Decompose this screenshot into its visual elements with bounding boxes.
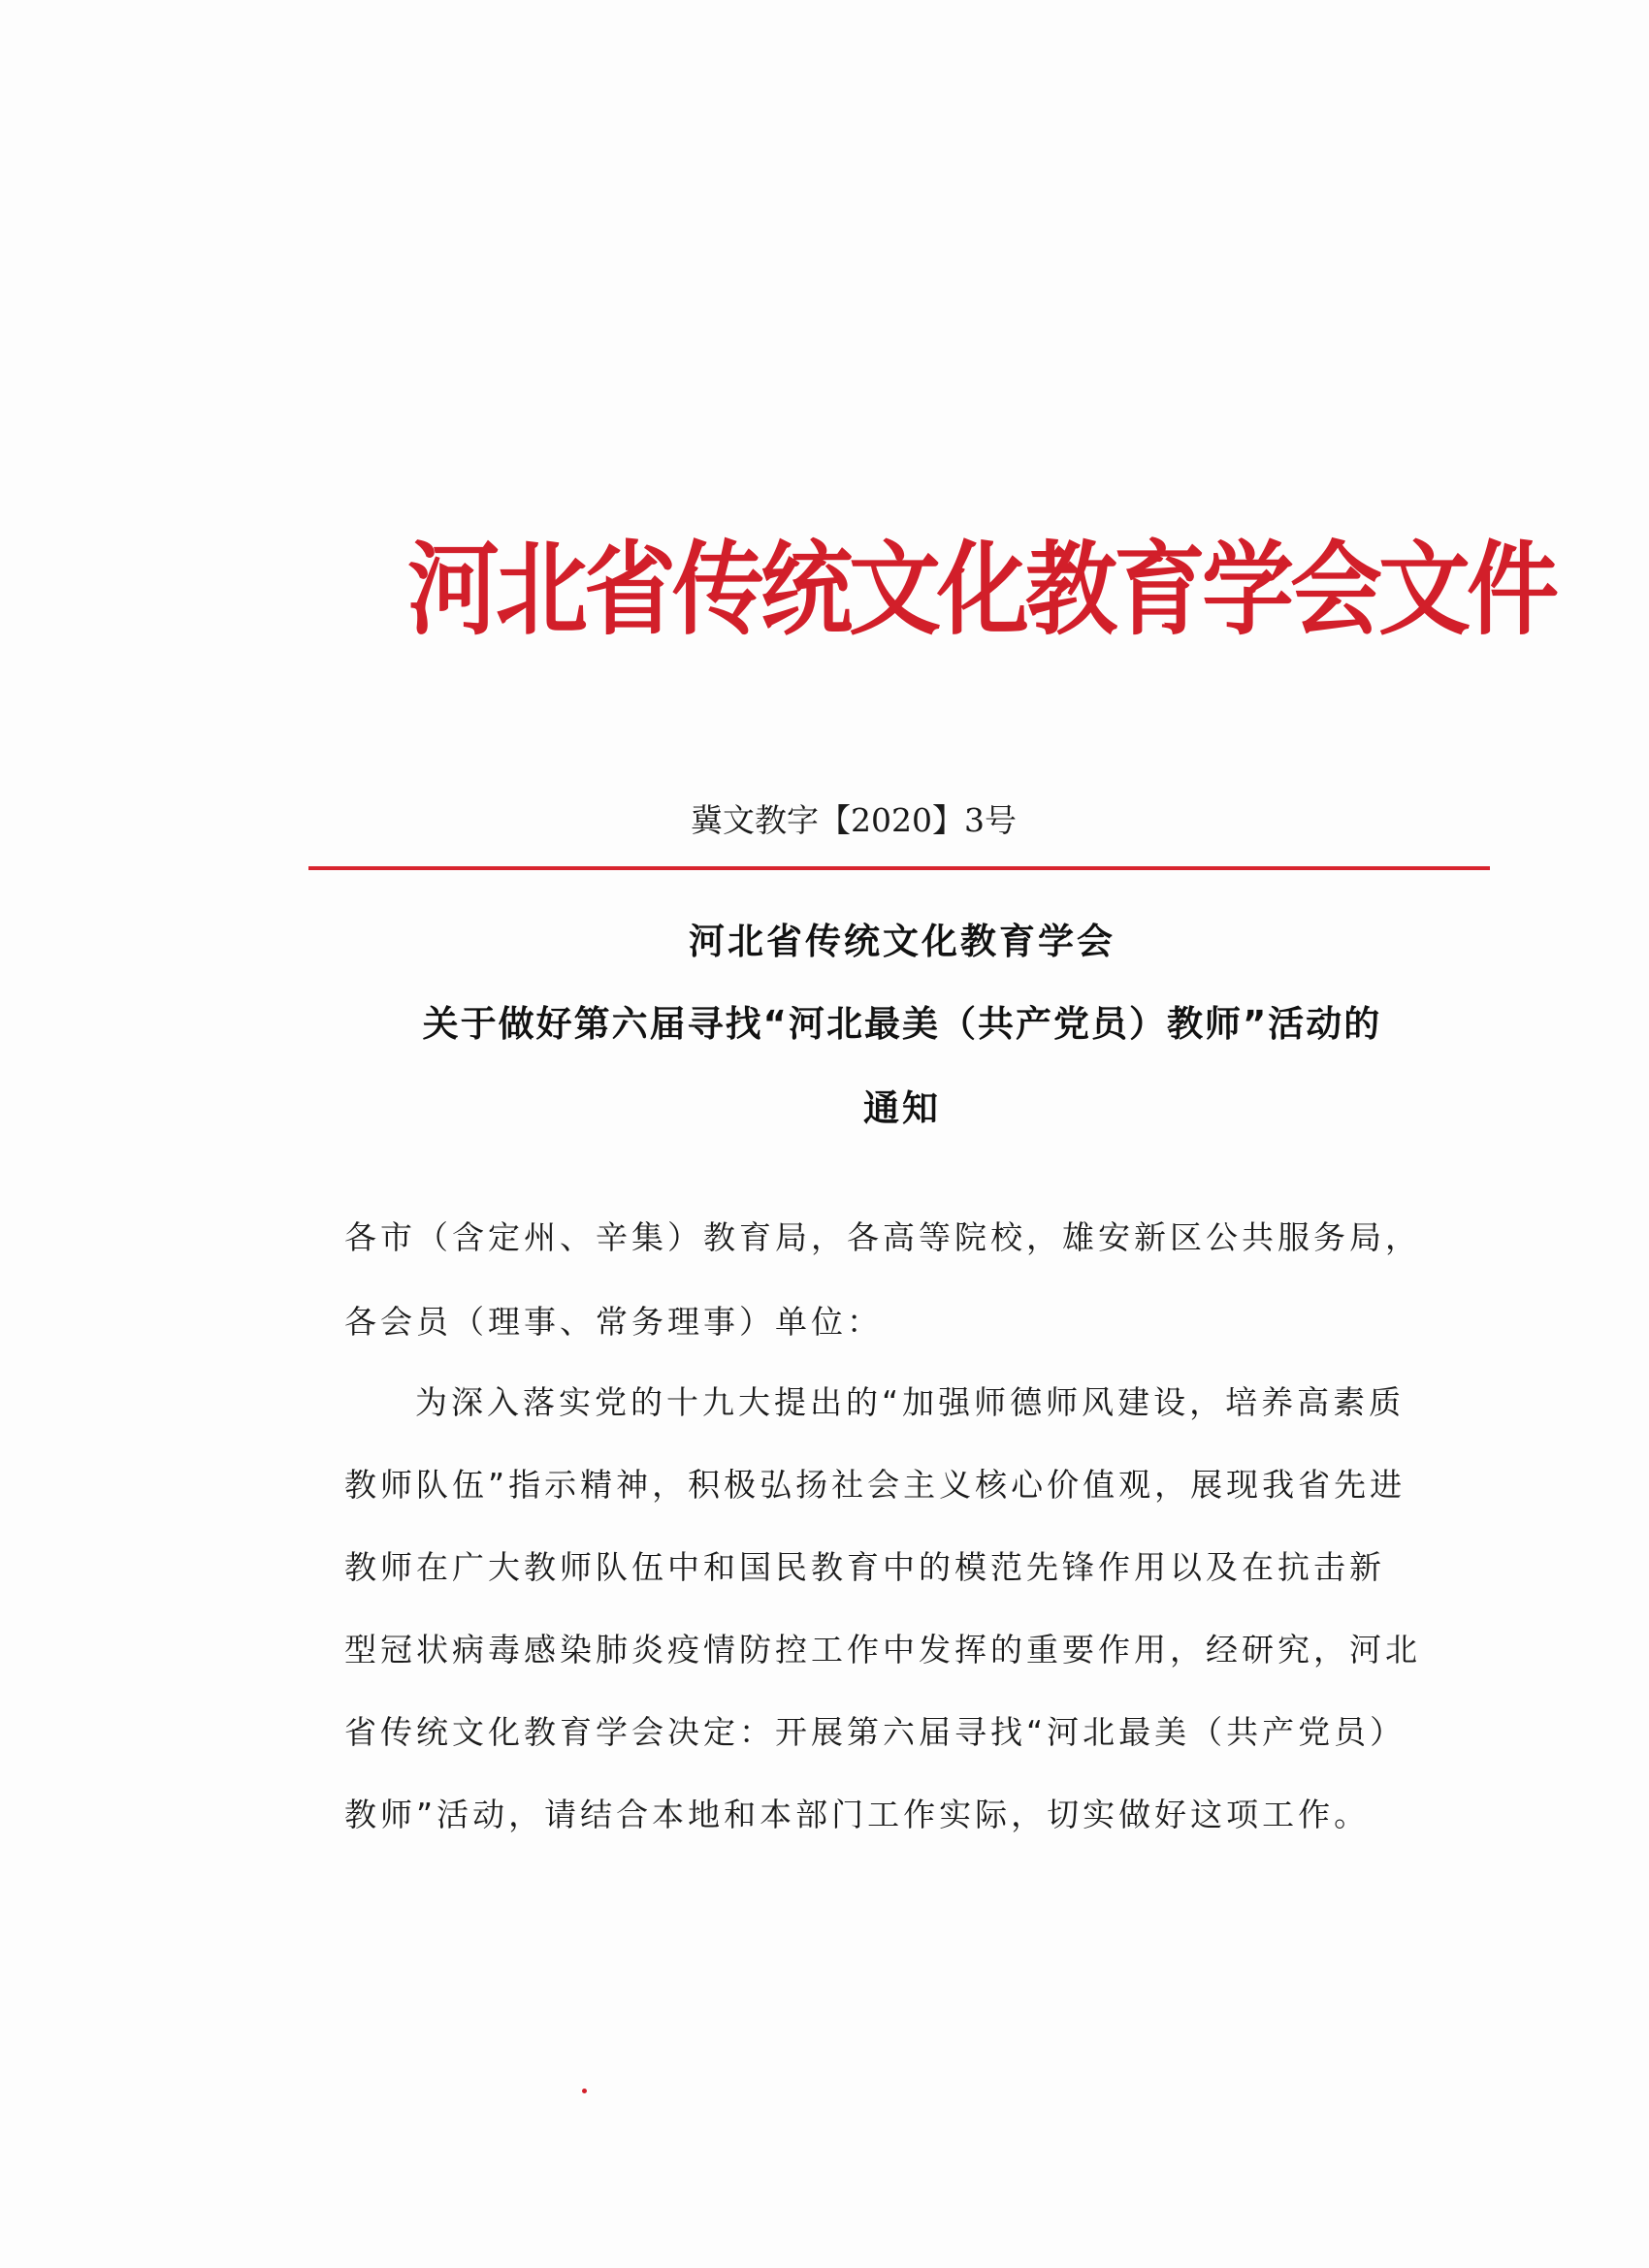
paragraph-line: 省传统文化教育学会决定：开展第六届寻找“河北最美（共产党员） (344, 1713, 1406, 1751)
issuer-header-title: 河北省传统文化教育学会文件 (407, 531, 1556, 650)
paragraph-line: 型冠状病毒感染肺炎疫情防控工作中发挥的重要作用，经研究，河北 (344, 1631, 1421, 1669)
addressee-line-1: 各市（含定州、辛集）教育局，各高等院校，雄安新区公共服务局， (344, 1218, 1421, 1256)
notice-title-line-3: 通知 (863, 1087, 941, 1129)
notice-title-line-2: 关于做好第六届寻找“河北最美（共产党员）教师”活动的 (422, 1003, 1382, 1045)
paragraph-line: 教师”活动，请结合本地和本部门工作实际，切实做好这项工作。 (344, 1796, 1371, 1833)
addressee-line-2: 各会员（理事、常务理事）单位： (344, 1303, 883, 1341)
paragraph-line: 为深入落实党的十九大提出的“加强师德师风建设，培养高素质 (415, 1383, 1406, 1421)
paragraph-line: 教师在广大教师队伍中和国民教育中的模范先锋作用以及在抗击新 (344, 1548, 1385, 1586)
red-mark-dot (582, 2089, 587, 2093)
notice-title-line-1: 河北省传统文化教育学会 (689, 921, 1116, 962)
red-divider-line (308, 866, 1490, 870)
document-number: 冀文教字【2020】3号 (691, 801, 1017, 839)
paragraph-line: 教师队伍”指示精神，积极弘扬社会主义核心价值观，展现我省先进 (344, 1466, 1406, 1504)
